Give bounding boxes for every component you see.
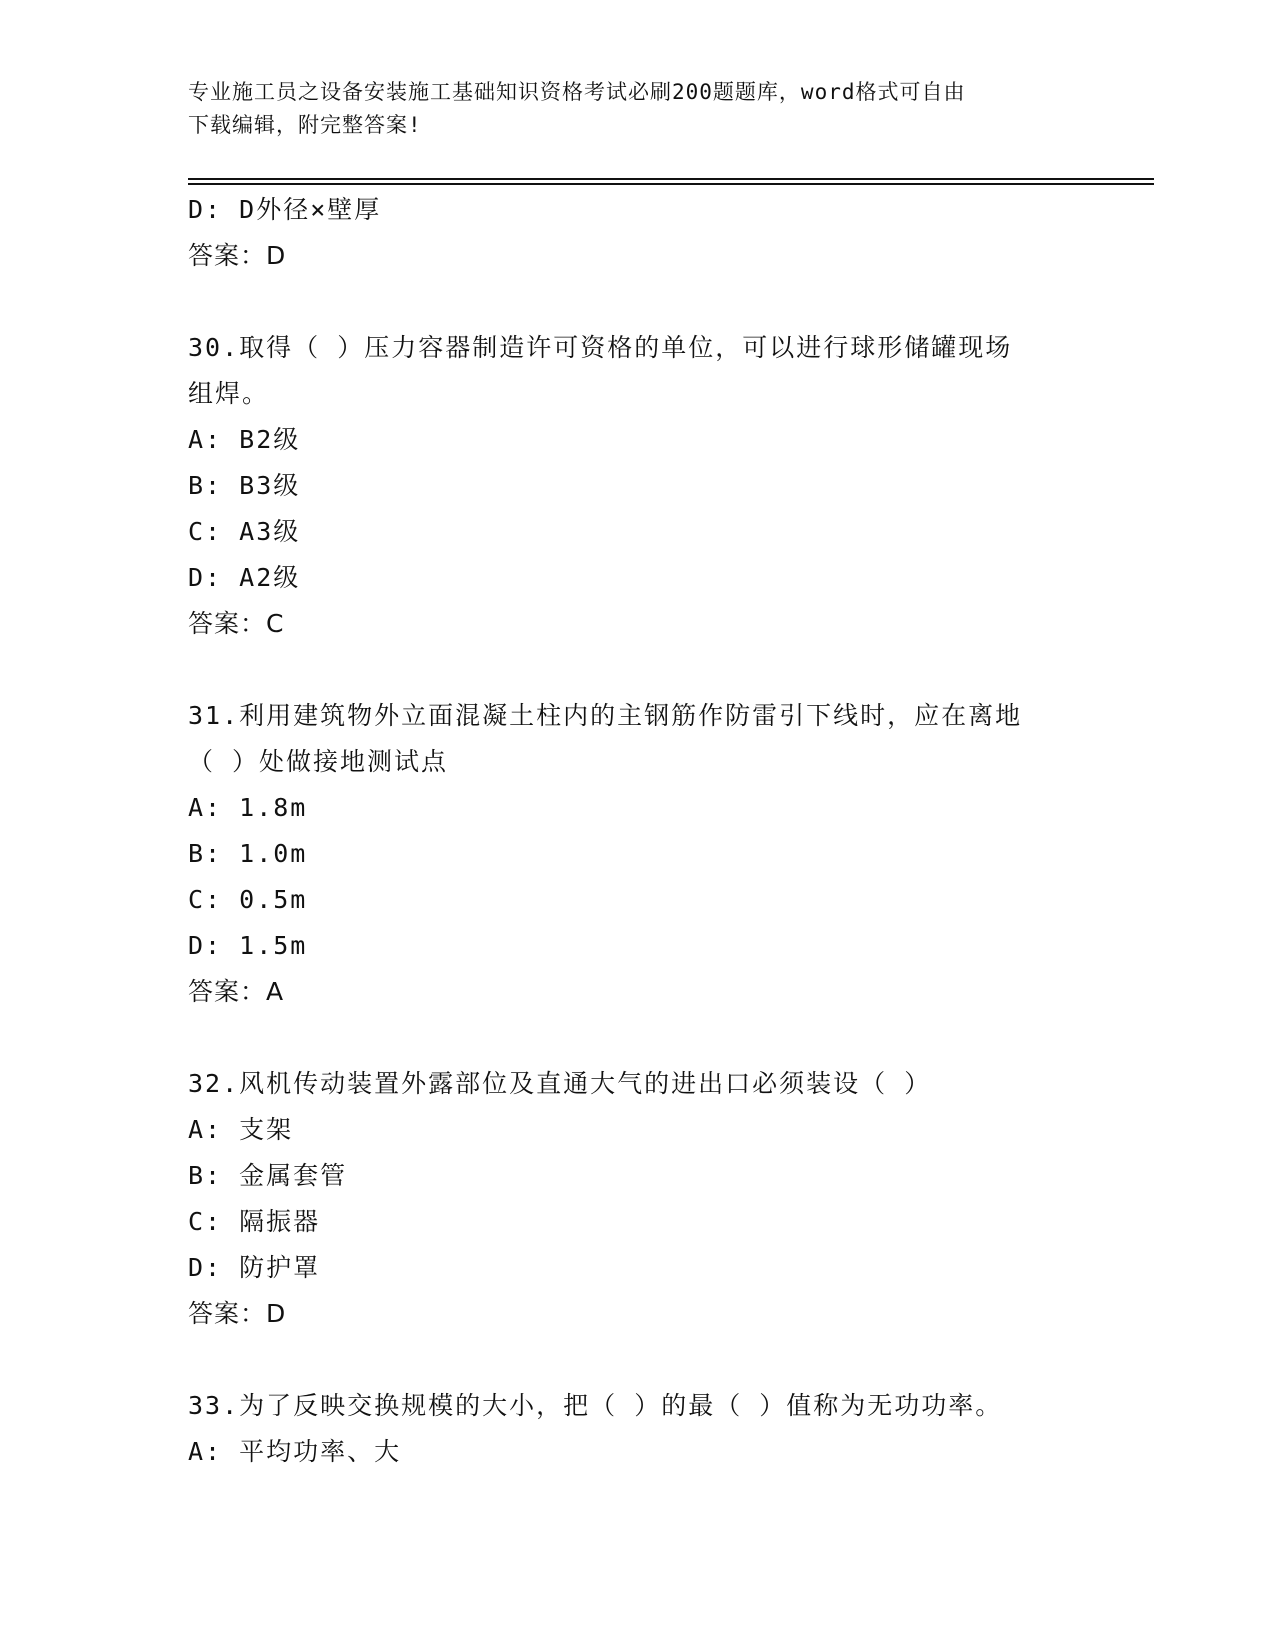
q32-question-line-1: 32.风机传动装置外露部位及直通大气的进出口必须装设（ ）: [188, 1069, 932, 1098]
q29-answer: 答案：D: [188, 241, 287, 270]
q31-question-line-1: 31.利用建筑物外立面混凝土柱内的主钢筋作防雷引下线时，应在离地: [188, 701, 1023, 730]
q30-option-d: D: A2级: [188, 563, 301, 592]
q32-option-d: D: 防护罩: [188, 1253, 321, 1282]
q31-option-a: A: 1.8m: [188, 793, 308, 822]
q33-question-line-1: 33.为了反映交换规模的大小，把（ ）的最（ ）值称为无功功率。: [188, 1391, 1003, 1420]
question-spacer: [188, 1015, 1088, 1061]
q32-option-b: B: 金属套管: [188, 1161, 348, 1190]
question-list: [188, 187, 1088, 1475]
document-header: [188, 76, 1068, 142]
header-divider-top: [188, 178, 1154, 180]
q32-option-c: C: 隔振器: [188, 1207, 321, 1236]
q32-answer: 答案：D: [188, 1299, 287, 1328]
question-spacer: [188, 279, 1088, 325]
q30-answer: 答案：C: [188, 609, 285, 638]
q31-option-d: D: 1.5m: [188, 931, 308, 960]
header-divider-bottom: [188, 183, 1154, 185]
q29-option-d: D: D外径×壁厚: [188, 195, 382, 224]
question-spacer: [188, 1337, 1088, 1383]
q30-option-c: C: A3级: [188, 517, 301, 546]
q30-option-a: A: B2级: [188, 425, 301, 454]
q31-question-line-2: （ ）处做接地测试点: [188, 747, 449, 776]
question-spacer: [188, 647, 1088, 693]
q31-option-c: C: 0.5m: [188, 885, 308, 914]
q30-option-b: B: B3级: [188, 471, 301, 500]
q33-option-a: A: 平均功率、大: [188, 1437, 402, 1466]
header-line-2: 下载编辑，附完整答案!: [188, 113, 422, 137]
header-line-1: 专业施工员之设备安装施工基础知识资格考试必刷200题题库，word格式可自由: [188, 80, 966, 104]
q32-option-a: A: 支架: [188, 1115, 294, 1144]
q30-question-line-1: 30.取得（ ）压力容器制造许可资格的单位，可以进行球形储罐现场: [188, 333, 1013, 362]
q30-question-line-2: 组焊。: [188, 379, 270, 408]
q31-answer: 答案：A: [188, 977, 285, 1006]
q31-option-b: B: 1.0m: [188, 839, 308, 868]
